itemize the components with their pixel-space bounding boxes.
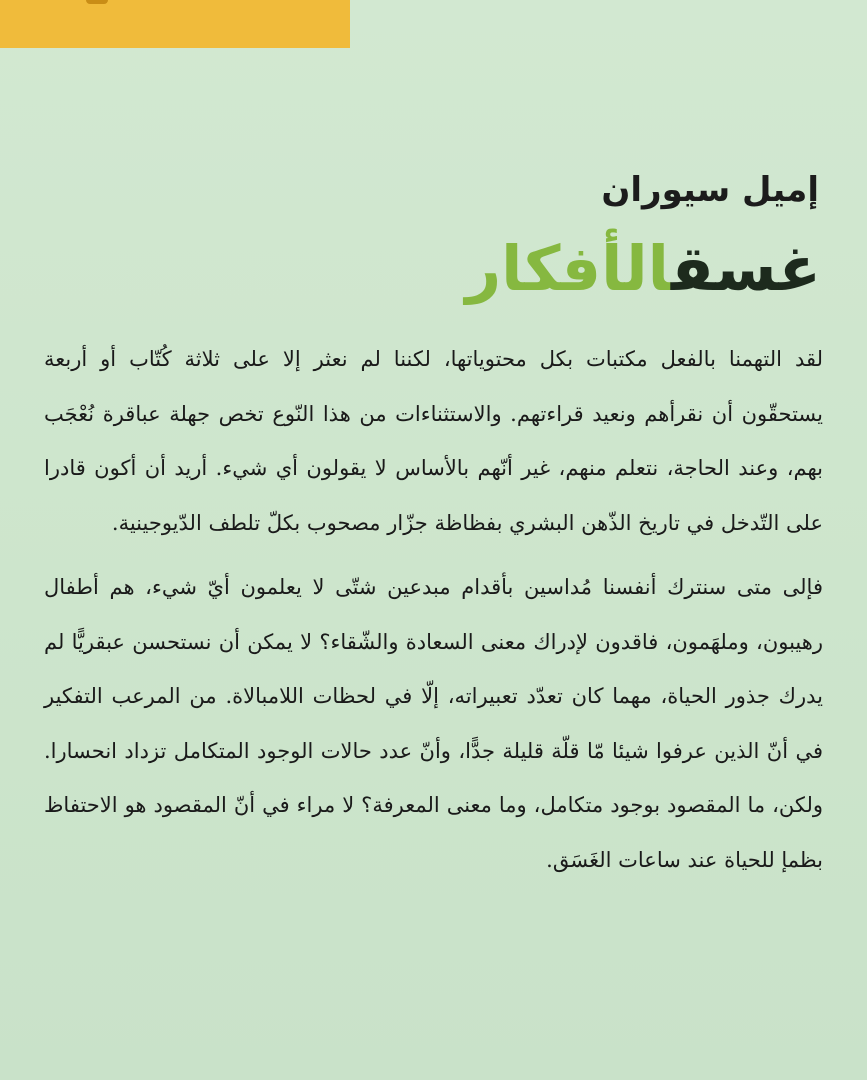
excerpt-text — [44, 332, 823, 887]
book-title-part1: غسق — [670, 232, 821, 305]
excerpt-paragraph-1: لقد التهمنا بالفعل مكتبات بكل محتوياتها، لكننا لم نعثر إلا على ثلاثة كُتّاب أو أربعة يستحقّون أن نقرأهم ونعيد قراءتهم. والاستثناءات من هذا النّوع تخص جهلة عباقرة نُعْجَب بهم، وعند الحاجة، نتعلم منهم، غير أنّهم بالأساس لا يقولون أي شيء. أريد أن أكون قادرا على التّدخل في تاريخ الذّهن البشري بفظاظة جزّار مصحوب بكلّ تلطف الدّيوجينية. — [44, 347, 823, 535]
band-notch — [86, 0, 108, 4]
excerpt-paragraph-2: فإلى متى سنترك أنفسنا مُداسين بأقدام مبدعين شتّى لا يعلمون أيّ شيء، هم أطفال رهيبون، وملهَمون، فاقدون لإدراك معنى السعادة والشّقاء؟ لا يمكن أن نستحسن عبقريًّا لم يدرك جذور الحياة، مهما كان تعدّد تعبيراته، إلّا في لحظات اللامبالاة. من المرعب التفكير في أنّ الذين عرفوا شيئا مّا قلّة قليلة جدًّا، وأنّ عدد حالات الوجود المتكامل تزداد انحسارا. ولكن، ما المقصود بوجود متكامل، وما معنى المعرفة؟ لا مراء في أنّ المقصود هو الاحتفاظ بظمإ للحياة عند ساعات الغَسَق. — [44, 575, 823, 872]
author-name: إميل سيوران — [601, 170, 819, 210]
top-color-band — [0, 0, 350, 48]
book-title — [465, 226, 821, 312]
book-title-part2: الأفكار — [465, 232, 671, 305]
